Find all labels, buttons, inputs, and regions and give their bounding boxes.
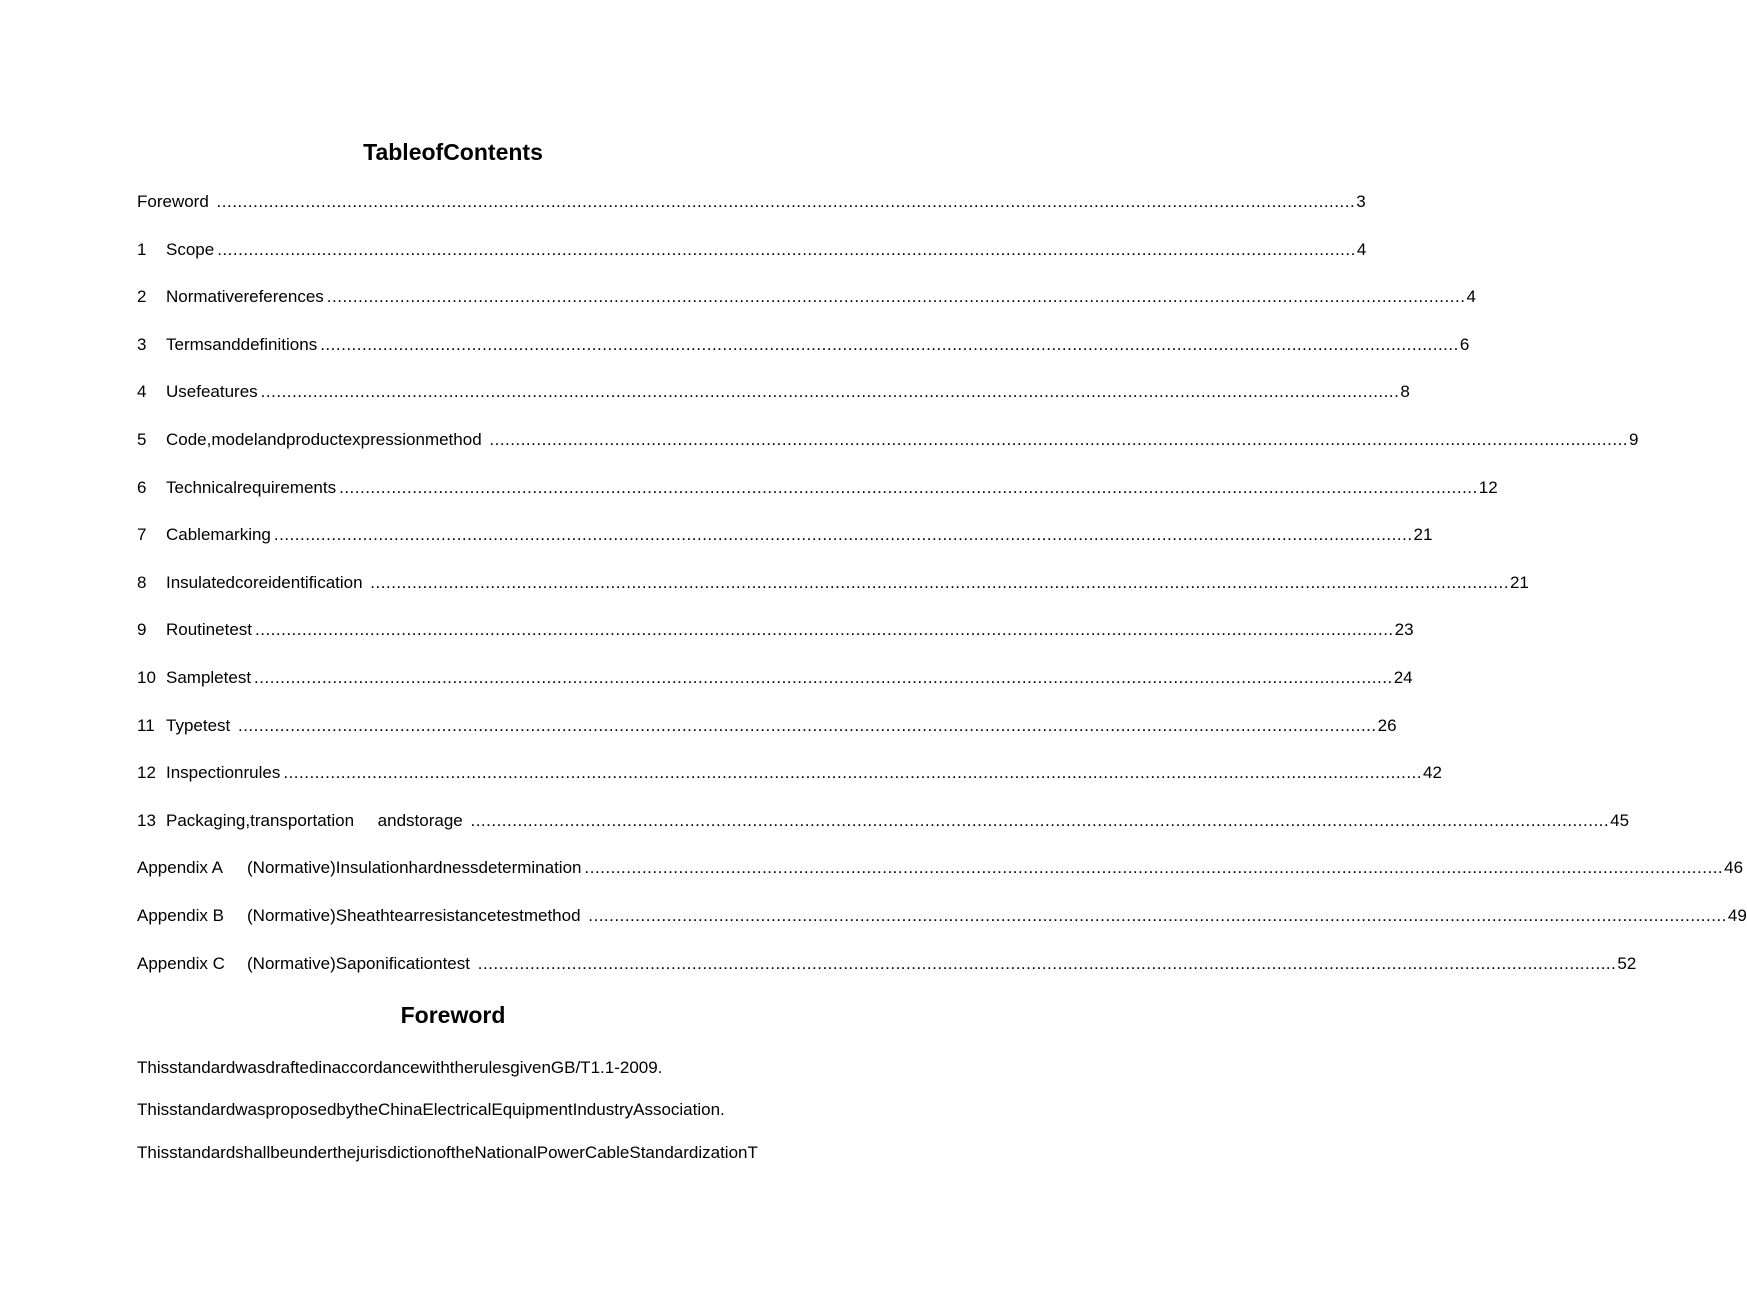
toc-entry-appendix-b[interactable] xyxy=(137,904,1747,952)
toc-entry-number: Appendix C xyxy=(137,953,225,973)
toc-entry-11[interactable] xyxy=(137,714,1397,762)
toc-entry-number: 12 xyxy=(137,763,156,783)
toc-entry-label: Insulatedcoreidentification xyxy=(166,572,368,592)
toc-entry-label: Normativereferences xyxy=(166,287,324,307)
foreword-paragraph: ThisstandardwasdraftedinaccordancewiththerulesgivenGB/T1.1-2009. xyxy=(137,1058,663,1077)
toc-entry-page: 3 xyxy=(1356,192,1366,211)
toc-entry-1[interactable] xyxy=(137,238,1367,286)
toc-entry-page: 49 xyxy=(1727,905,1747,925)
toc-entry-number: 7 xyxy=(137,525,147,545)
toc-entry-label: (Normative)Sheathtearresistancetestmethod xyxy=(247,905,586,925)
toc-dot-leader xyxy=(588,904,1727,928)
toc-entry-number: Appendix B xyxy=(137,905,224,925)
toc-entry-label: Sampletest xyxy=(166,667,252,687)
toc-entry-13[interactable] xyxy=(137,809,1630,857)
toc-entry-label: Foreword xyxy=(137,192,214,211)
toc-entry-9[interactable] xyxy=(137,618,1414,666)
toc-entry-page: 4 xyxy=(1466,287,1476,307)
toc-entry-number: 6 xyxy=(137,477,147,497)
toc-entry-page: 42 xyxy=(1423,763,1442,783)
toc-entry-8[interactable] xyxy=(137,571,1529,619)
toc-entry-label: Cablemarking xyxy=(166,525,271,545)
toc-dot-leader xyxy=(470,809,1609,833)
toc-entry-number: 9 xyxy=(137,620,147,640)
foreword-paragraph: ThisstandardwasproposedbytheChinaElectricalEquipmentIndustryAssociation. xyxy=(137,1100,725,1119)
toc-entry-page: 46 xyxy=(1724,858,1744,878)
toc-dot-leader xyxy=(283,761,1422,785)
toc-dot-leader xyxy=(478,952,1617,976)
toc-entry-12[interactable] xyxy=(137,761,1442,809)
toc-entry-page: 26 xyxy=(1377,715,1397,735)
toc-entry-number: 1 xyxy=(137,239,147,259)
toc-entry-label: Packaging,transportation andstorage xyxy=(166,810,468,830)
toc-entry-number: 11 xyxy=(137,715,155,735)
toc-entry-label: (Normative)Saponificationtest xyxy=(247,953,475,973)
toc-dot-leader xyxy=(320,333,1459,357)
toc-entry-number: 10 xyxy=(137,667,156,687)
toc-entry-label: Typetest xyxy=(166,715,235,735)
toc-entry-number: 5 xyxy=(137,429,147,449)
toc-entry-number: Appendix A xyxy=(137,858,224,878)
toc-entry-2[interactable] xyxy=(137,285,1476,333)
toc-dot-leader xyxy=(274,523,1413,547)
toc-entry-7[interactable] xyxy=(137,523,1433,571)
toc-entry-page: 45 xyxy=(1610,810,1630,830)
toc-entry-number: 13 xyxy=(137,810,156,830)
toc-entry-page: 52 xyxy=(1617,953,1637,973)
toc-entry-appendix-a[interactable] xyxy=(137,856,1744,904)
toc-dot-leader xyxy=(327,285,1466,309)
toc-entry-page: 21 xyxy=(1413,525,1433,545)
toc-entry-appendix-c[interactable] xyxy=(137,952,1637,1000)
toc-entry-page: 4 xyxy=(1356,239,1367,259)
toc-dot-leader xyxy=(217,190,1356,214)
toc-entry-label: Routinetest xyxy=(166,620,252,640)
toc-entry-number: 3 xyxy=(137,334,147,354)
toc-entry-10[interactable] xyxy=(137,666,1413,714)
toc-dot-leader xyxy=(339,476,1478,500)
toc-entry-3[interactable] xyxy=(137,333,1470,381)
toc-entry-number: 2 xyxy=(137,287,147,307)
toc-entry-page: 6 xyxy=(1459,334,1470,354)
toc-entry-label: Usefeatures xyxy=(166,382,258,402)
toc-dot-leader xyxy=(217,238,1356,262)
toc-entry-number: 4 xyxy=(137,382,147,402)
toc-entry-page: 24 xyxy=(1393,667,1413,687)
toc-title: TableofContents xyxy=(363,139,543,165)
toc-entry-label: Technicalrequirements xyxy=(166,477,337,497)
toc-dot-leader xyxy=(254,666,1393,690)
toc-entry-number: 8 xyxy=(137,572,147,592)
toc-entry-label: Scope xyxy=(166,239,215,259)
toc-entry-5[interactable] xyxy=(137,428,1639,476)
toc-dot-leader xyxy=(261,380,1400,404)
toc-entry-label: Code,modelandproductexpressionmethod xyxy=(166,429,487,449)
toc-entry-label: Termsanddefinitions xyxy=(166,334,318,354)
foreword-paragraph: ThisstandardshallbeunderthejurisdictionoftheNationalPowerCableStandardizationT xyxy=(137,1143,758,1162)
toc-entry-page: 23 xyxy=(1394,620,1414,640)
toc-entry-page: 8 xyxy=(1400,382,1410,402)
toc-entry-page: 12 xyxy=(1478,477,1498,497)
toc-entry-foreword[interactable] xyxy=(137,190,1366,238)
toc-entry-label: (Normative)Insulationhardnessdetermination xyxy=(247,858,582,878)
toc-entry-label: Inspectionrules xyxy=(166,763,281,783)
toc-dot-leader xyxy=(255,618,1394,642)
toc-entry-page: 9 xyxy=(1629,429,1639,449)
toc-entry-4[interactable] xyxy=(137,380,1410,428)
toc-dot-leader xyxy=(370,571,1509,595)
toc-dot-leader xyxy=(238,714,1377,738)
toc-dot-leader xyxy=(489,428,1628,452)
foreword-title: Foreword xyxy=(400,1002,506,1028)
toc-list xyxy=(137,190,1747,999)
toc-dot-leader xyxy=(585,856,1724,880)
toc-entry-6[interactable] xyxy=(137,476,1498,524)
toc-entry-page: 21 xyxy=(1509,572,1529,592)
